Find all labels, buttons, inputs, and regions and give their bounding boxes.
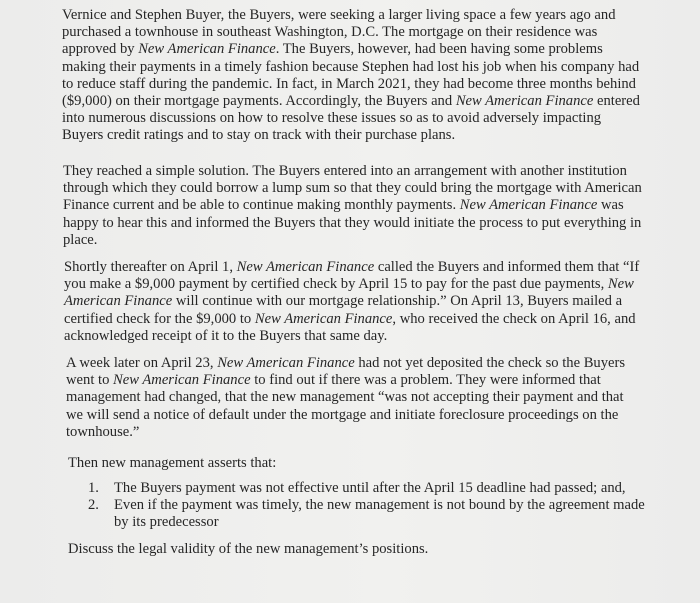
text-run: Shortly thereafter on April 1,	[64, 259, 237, 275]
assertions-intro: Then new management asserts that:	[68, 455, 277, 471]
lender-name: New American Finance	[64, 276, 634, 310]
lender-name: New American Finance	[455, 93, 594, 110]
text-run: They reached a simple solution. The Buyers entered into an arrangement with another institution through which they could borrow a lump sum so that they could bring the mortgage with American Finance current and be able to continue making monthly payments.	[63, 163, 642, 214]
discussion-question: Discuss the legal validity of the new management’s positions.	[68, 541, 429, 557]
text-run: Vernice and Stephen Buyer, the Buyers, were seeking a larger living space a few years ago and purchased a townhouse in southeast Washington, D.C. The mortgage on their residence was approved by	[62, 7, 616, 58]
lender-name: New American Finance	[138, 41, 276, 58]
text-run: to find out if there was a problem. They were informed that management had changed, that the new management “was not accepting their payment and that we will send a notice of default under the mortgage and initiate foreclosure proceedings on the townhouse.”	[66, 372, 624, 440]
assertion-text: Even if the payment was timely, the new management is not bound by the agreement made by its predecessor	[114, 497, 645, 531]
text-run: entered into numerous discussions on how to resolve these issues so as to avoid adversely impacting Buyers credit ratings and to stay on track with their purchase plans.	[62, 93, 640, 144]
text-run: called the Buyers and informed them that “If you make a $9,000 payment by certified check by April 15 to pay for the past due payments,	[64, 259, 640, 293]
assertion-text: The Buyers payment was not effective until after the April 15 deadline had passed; and,	[114, 480, 626, 496]
assertion-item	[88, 480, 648, 497]
text-run: , who received the check on April 16, and acknowledged receipt of it to the Buyers that same day.	[64, 310, 636, 344]
lender-name: New American Finance	[254, 310, 393, 327]
text-run: had not yet deposited the check so the Buyers went to	[66, 355, 626, 389]
paragraph-payment	[64, 259, 642, 345]
paragraph-refusal	[66, 355, 644, 441]
paragraph-background	[62, 7, 642, 145]
lender-name: New American Finance	[113, 372, 251, 389]
lender-name: New American Finance	[459, 197, 598, 214]
assertion-number: 2.	[88, 497, 99, 514]
assertion-number: 1.	[88, 480, 99, 496]
text-run: will continue with our mortgage relationship.” On April 13, Buyers mailed a certified check for the $9,000 to	[64, 293, 623, 327]
lender-name: New American Finance	[217, 355, 355, 371]
assertion-item	[88, 497, 648, 531]
paragraph-solution	[63, 163, 643, 249]
lender-name: New American Finance	[236, 259, 375, 275]
text-run: A week later on April 23,	[66, 355, 218, 371]
text-run: . The Buyers, however, had been having some problems making their payments in a timely fashion because Stephen had lost his job when his company had to reduce staff during the pandemic. In fact, in March 2021, they had become three months behind ($9,000) on their mortgage payments. Accordingly, the Buyers and	[62, 41, 640, 110]
text-run: was happy to hear this and informed the Buyers that they would initiate the process to put everything in place.	[63, 197, 642, 248]
assertions-list	[88, 480, 648, 532]
